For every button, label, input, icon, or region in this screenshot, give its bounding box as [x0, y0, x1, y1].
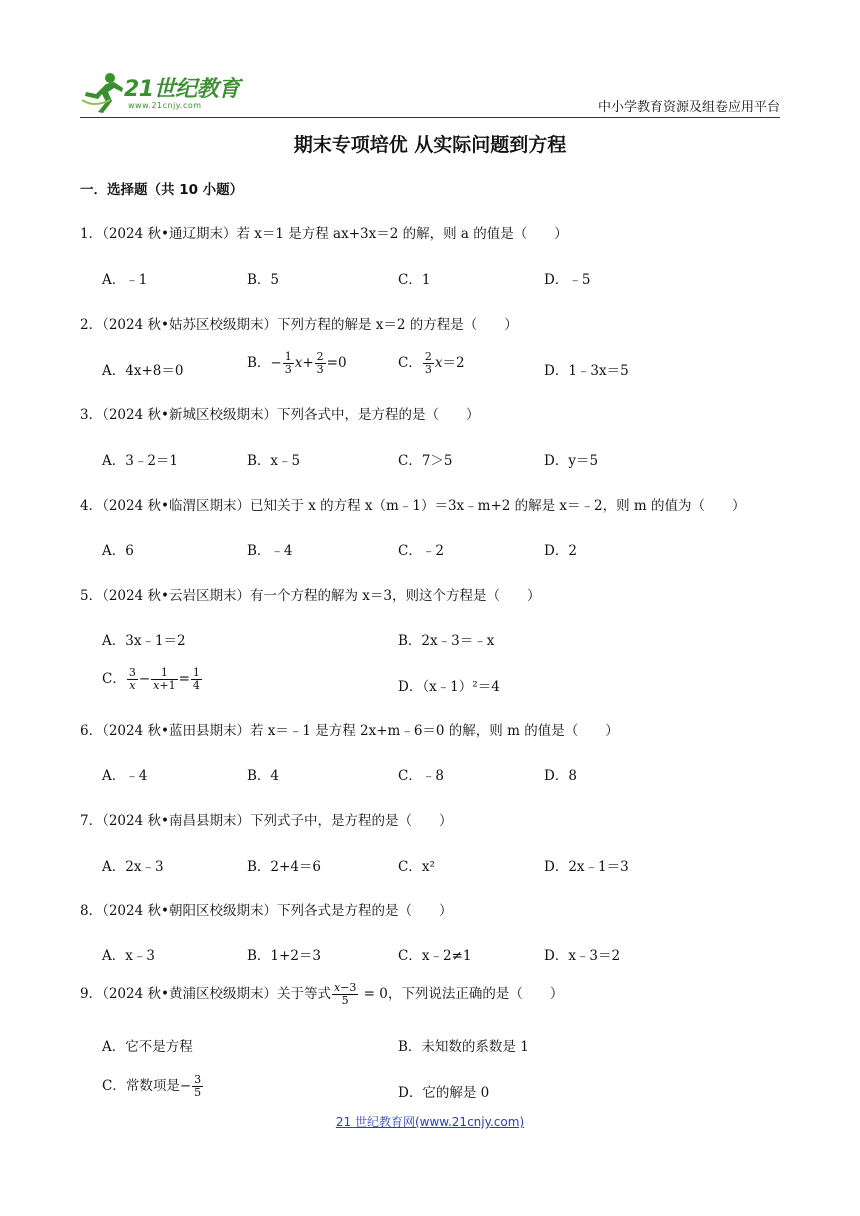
q5-option-b[interactable]: B．2x﹣3＝﹣x — [398, 633, 495, 649]
header-divider — [80, 117, 780, 118]
q1-option-c[interactable]: C．1 — [398, 272, 431, 288]
q1-option-d[interactable]: D．﹣5 — [544, 272, 591, 288]
question-9-pre: 9．（2024 秋•黄浦区校级期末）关于等式 — [80, 986, 331, 1002]
q2-option-b-label: B． — [247, 355, 271, 371]
fraction: $\frac{3}{5}$ — [194, 1073, 202, 1099]
question-2: 2．（2024 秋•姑苏区校级期末）下列方程的解是 x＝2 的方程是（ ） — [80, 317, 518, 333]
q2-option-c[interactable]: C． $\frac{2}{3}$ x＝2 — [398, 350, 465, 376]
q8-option-d[interactable]: D．x﹣3＝2 — [544, 948, 621, 964]
q7-option-a[interactable]: A．2x﹣3 — [102, 859, 164, 875]
question-9: 9．（2024 秋•黄浦区校级期末）关于等式 $\frac{x-3}{5}$ = 0，下列说法正确的是（ ） — [80, 981, 564, 1007]
q5-option-c-label: C． — [102, 671, 126, 687]
question-9-post: ，下列说法正确的是（ ） — [387, 986, 564, 1002]
site-logo — [80, 70, 250, 116]
q9-option-d[interactable]: D．它的解是 0 — [398, 1085, 490, 1101]
section-heading: 一．选择题（共 10 小题） — [80, 182, 244, 198]
q2-option-b[interactable]: B．− $\frac{1}{3}$ x+ $\frac{2}{3}$ =0 — [247, 350, 347, 376]
q8-option-c[interactable]: C．x﹣2≠1 — [398, 948, 472, 964]
q1-option-b[interactable]: B．5 — [247, 272, 280, 288]
q3-option-d[interactable]: D．y＝5 — [544, 453, 599, 469]
question-3: 3．（2024 秋•新城区校级期末）下列各式中，是方程的是（ ） — [80, 407, 480, 423]
fraction: $\frac{x-3}{5}$ — [333, 981, 357, 1007]
q4-option-a[interactable]: A．6 — [102, 543, 134, 559]
question-7: 7．（2024 秋•南昌县期末）下列式子中，是方程的是（ ） — [80, 813, 453, 829]
q6-option-b[interactable]: B．4 — [247, 768, 280, 784]
question-8: 8．（2024 秋•朝阳区校级期末）下列各式是方程的是（ ） — [80, 903, 453, 919]
question-5: 5．（2024 秋•云岩区期末）有一个方程的解为 x＝3，则这个方程是（ ） — [80, 588, 541, 604]
q8-option-b[interactable]: B．1+2＝3 — [247, 948, 321, 964]
q6-option-d[interactable]: D．8 — [544, 768, 577, 784]
q2-option-a[interactable]: A．4x+8＝0 — [102, 363, 184, 379]
q9-option-b[interactable]: B．未知数的系数是 1 — [398, 1039, 529, 1055]
q6-option-c[interactable]: C．﹣8 — [398, 768, 444, 784]
fraction: $\frac{2}{3}$ — [316, 350, 324, 376]
q5-option-c[interactable]: C． $\frac{3}{x}$ − $\frac{1}{x+1}$ = $\frac{1}{4}$ — [102, 666, 200, 692]
q1-option-a[interactable]: A．﹣1 — [102, 272, 148, 288]
q6-option-a[interactable]: A．﹣4 — [102, 768, 148, 784]
question-6: 6．（2024 秋•蓝田县期末）若 x＝﹣1 是方程 2x+m﹣6＝0 的解，则 m 的值是（ ） — [80, 723, 619, 739]
platform-name: 中小学教育资源及组卷应用平台 — [597, 100, 780, 115]
question-4: 4．（2024 秋•临渭区期末）已知关于 x 的方程 x（m﹣1）＝3x﹣m+2 的解是 x＝﹣2，则 m 的值为（ ） — [80, 498, 746, 514]
q2-option-c-label: C． — [398, 355, 422, 371]
q9-option-c[interactable]: C．常数项是− $\frac{3}{5}$ — [102, 1073, 202, 1099]
fraction: $\frac{1}{x+1}$ — [153, 666, 176, 692]
fraction: $\frac{2}{3}$ — [424, 350, 432, 376]
q4-option-d[interactable]: D．2 — [544, 543, 577, 559]
logo-url: www.21cnjy.com — [128, 101, 202, 110]
q3-option-b[interactable]: B．x﹣5 — [247, 453, 301, 469]
q3-option-a[interactable]: A．3﹣2＝1 — [102, 453, 179, 469]
q4-option-b[interactable]: B．﹣4 — [247, 543, 293, 559]
q7-option-b[interactable]: B．2+4＝6 — [247, 859, 321, 875]
q9-option-a[interactable]: A．它不是方程 — [102, 1039, 193, 1055]
fraction: $\frac{1}{4}$ — [192, 666, 200, 692]
q9-option-c-label: C．常数项是 — [102, 1078, 180, 1094]
q2-option-d[interactable]: D．1﹣3x＝5 — [544, 363, 629, 379]
question-1: 1．（2024 秋•通辽期末）若 x＝1 是方程 ax+3x＝2 的解，则 a 的值是（ ） — [80, 226, 568, 242]
q4-option-c[interactable]: C．﹣2 — [398, 543, 444, 559]
q3-option-c[interactable]: C．7＞5 — [398, 453, 453, 469]
page-title: 期末专项培优 从实际问题到方程 — [293, 134, 567, 156]
q7-option-c[interactable]: C．x² — [398, 859, 435, 875]
q7-option-d[interactable]: D．2x﹣1＝3 — [544, 859, 629, 875]
logo-text: 21世纪教育 — [124, 77, 240, 102]
q8-option-a[interactable]: A．x﹣3 — [102, 948, 155, 964]
fraction: $\frac{3}{x}$ — [128, 666, 136, 692]
q5-option-d[interactable]: D．（x﹣1）²＝4 — [398, 679, 500, 695]
runner-icon — [80, 70, 124, 114]
fraction: $\frac{1}{3}$ — [284, 350, 292, 376]
footer-link[interactable]: 21 世纪教育网(www.21cnjy.com) — [335, 1115, 525, 1129]
q5-option-a[interactable]: A．3x﹣1＝2 — [102, 633, 186, 649]
